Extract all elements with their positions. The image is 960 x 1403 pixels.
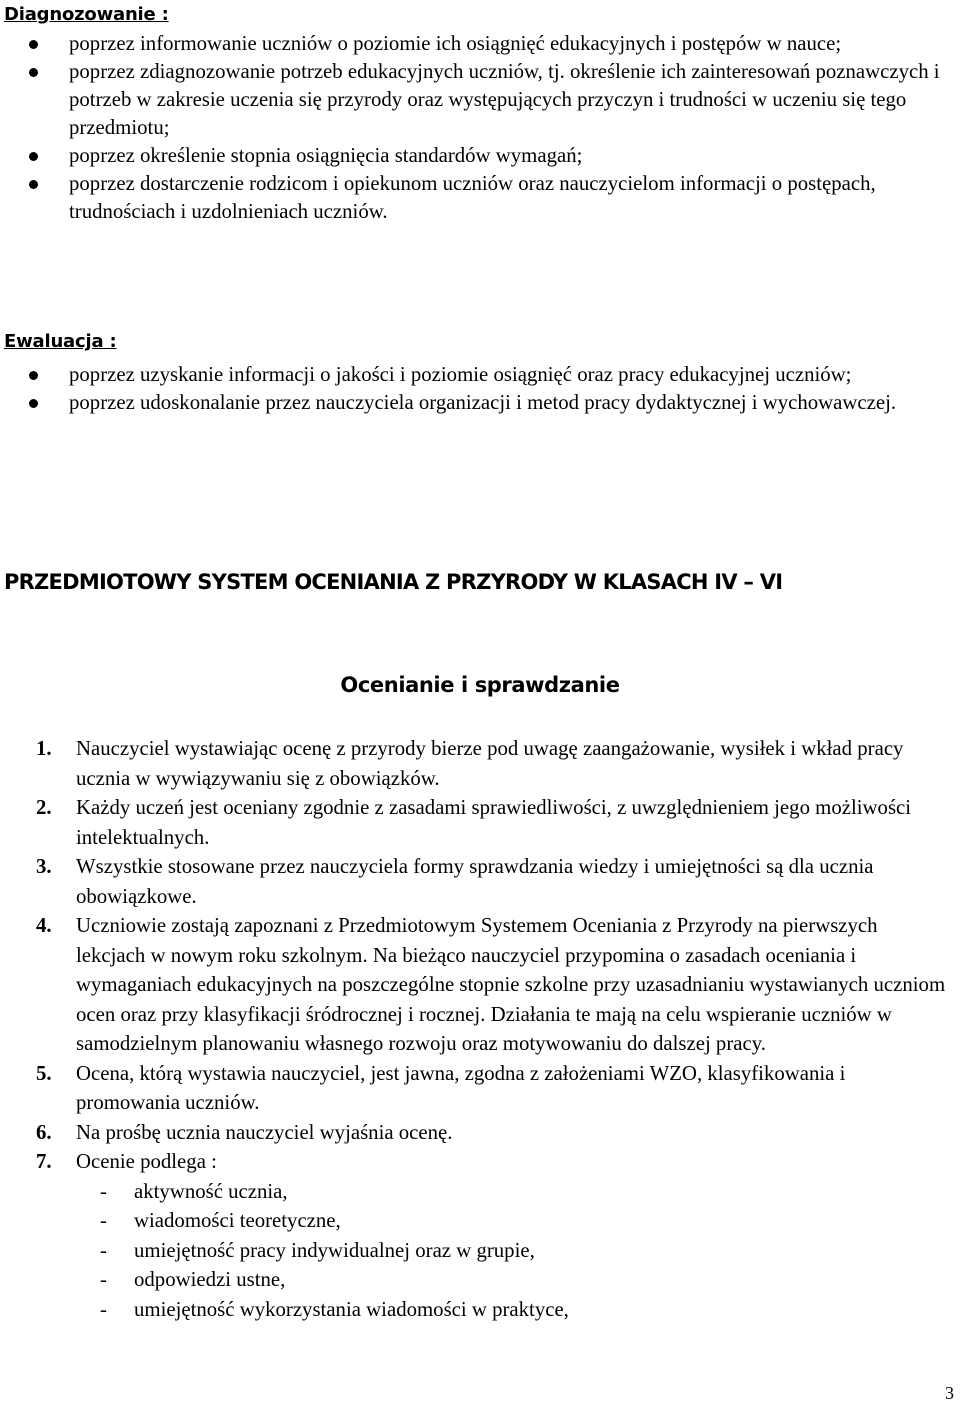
page-number: 3	[945, 1383, 954, 1403]
rule-item	[0, 1059, 960, 1118]
assessed-items-list	[76, 1177, 948, 1325]
rule-text: Na prośbę ucznia nauczyciel wyjaśnia ocenę.	[76, 1120, 453, 1144]
list-item-text: poprzez dostarczenie rodzicom i opiekunom uczniów oraz nauczycielom informacji o postępach, trudnościach i uzdolnieniach uczniów.	[69, 172, 876, 223]
rule-text: Każdy uczeń jest oceniany zgodnie z zasadami sprawiedliwości, z uwzględnieniem jego możliwości intelektualnych.	[76, 796, 912, 849]
bullet-icon	[29, 152, 38, 161]
dash-marker: -	[100, 1268, 107, 1291]
rule-item	[0, 734, 960, 793]
dash-marker: -	[100, 1297, 107, 1321]
dash-item-text: umiejętność wykorzystania wiadomości w praktyce,	[134, 1297, 569, 1321]
dash-marker: -	[100, 1209, 107, 1232]
list-item	[0, 142, 960, 170]
dash-marker: -	[100, 1238, 107, 1262]
rule-text: Wszystkie stosowane przez nauczyciela formy sprawdzania wiedzy i umiejętności są dla ucznia obowiązkowe.	[76, 855, 874, 908]
rule-number: 7.	[36, 1150, 52, 1173]
dash-item	[76, 1206, 948, 1236]
rule-item	[0, 852, 960, 911]
bullet-icon	[29, 371, 38, 380]
rule-number: 3.	[36, 855, 52, 878]
section-heading-diagnozowanie: Diagnozowanie :	[4, 4, 169, 25]
rule-text: Ocena, którą wystawia nauczyciel, jest jawna, zgodna z założeniami WZO, klasyfikowania i promowania uczniów.	[76, 1061, 846, 1114]
bullet-icon	[29, 180, 38, 189]
list-item	[0, 170, 960, 226]
rule-text: Uczniowie zostają zapoznani z Przedmiotowym Systemem Oceniania z Przyrody na pierwszych lekcjach w nowym roku szkolnym. Na bieżąco nauczyciel przypomina o zasadach oceniania i wymaganiach edukacyjnych na poszczególne stopnie szkolne przy uzasadnianiu wystawianych uczniom ocen oraz przy klasyfikacji śródrocznej i rocznej. Działania te mają na celu wspieranie uczniów w samodzielnym planowaniu własnego rozwoju oraz motywowaniu do dalszej pracy.	[76, 914, 946, 1055]
rule-number: 4.	[36, 914, 52, 937]
dash-marker: -	[100, 1179, 107, 1203]
rule-item	[0, 911, 960, 1059]
page-title: PRZEDMIOTOWY SYSTEM OCENIANIA Z PRZYRODY W KLASACH IV – VI	[4, 570, 783, 594]
dash-item	[76, 1236, 948, 1266]
dash-item-text: umiejętność pracy indywidualnej oraz w grupie,	[134, 1238, 535, 1262]
section-subtitle: Ocenianie i sprawdzanie	[340, 673, 620, 697]
diagnozowanie-list	[0, 30, 960, 226]
rule-item	[0, 1147, 960, 1324]
rule-number: 2.	[36, 796, 52, 819]
rule-item	[0, 1118, 960, 1148]
list-item	[0, 30, 960, 58]
rule-number: 1.	[36, 737, 52, 760]
section-heading-ewaluacja: Ewaluacja :	[4, 331, 117, 352]
rule-item	[0, 793, 960, 852]
bullet-icon	[29, 68, 38, 77]
list-item	[0, 361, 960, 389]
list-item-text: poprzez uzyskanie informacji o jakości i poziomie osiągnięć oraz pracy edukacyjnej uczniów;	[69, 363, 852, 386]
dash-item	[76, 1177, 948, 1207]
rule-number: 5.	[36, 1061, 52, 1085]
list-item	[0, 389, 960, 417]
ewaluacja-list	[0, 361, 960, 417]
rules-list	[0, 734, 960, 1324]
rule-number: 6.	[36, 1120, 52, 1144]
dash-item	[76, 1265, 948, 1295]
list-item-text: poprzez udoskonalanie przez nauczyciela organizacji i metod pracy dydaktycznej i wychowawczej.	[69, 391, 897, 414]
dash-item-text: odpowiedzi ustne,	[134, 1268, 286, 1291]
list-item	[0, 58, 960, 142]
bullet-icon	[29, 40, 38, 49]
list-item-text: poprzez określenie stopnia osiągnięcia standardów wymagań;	[69, 144, 583, 167]
bullet-icon	[29, 399, 38, 408]
dash-item-text: aktywność ucznia,	[134, 1179, 288, 1203]
list-item-text: poprzez zdiagnozowanie potrzeb edukacyjnych uczniów, tj. określenie ich zainteresowań poznawczych i potrzeb w zakresie uczenia się przyrody oraz występujących przyczyn i trudności w uczeniu się tego przedmiotu;	[69, 60, 940, 139]
dash-item	[76, 1295, 948, 1325]
rule-text: Ocenie podlega :	[76, 1150, 217, 1173]
list-item-text: poprzez informowanie uczniów o poziomie ich osiągnięć edukacyjnych i postępów w nauce;	[69, 32, 842, 55]
dash-item-text: wiadomości teoretyczne,	[134, 1209, 341, 1232]
rule-text: Nauczyciel wystawiając ocenę z przyrody bierze pod uwagę zaangażowanie, wysiłek i wkład pracy ucznia w wywiązywaniu się z obowiązków.	[76, 737, 904, 790]
